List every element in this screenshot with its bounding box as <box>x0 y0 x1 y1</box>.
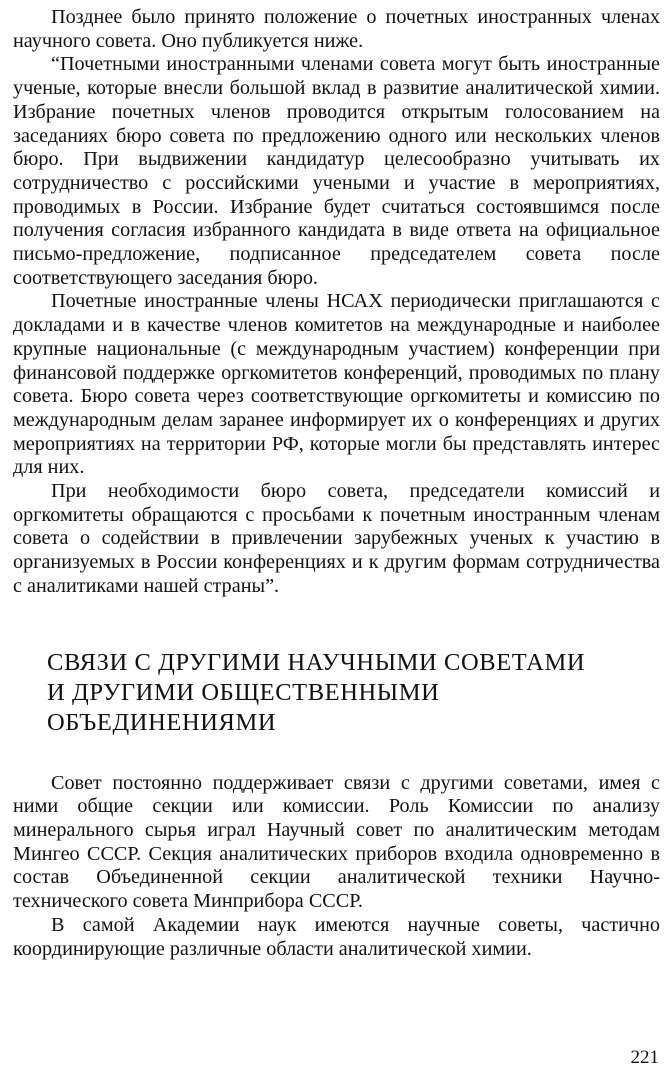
section-heading <box>13 648 660 738</box>
section-title-line-1: СВЯЗИ С ДРУГИМИ НАУЧНЫМИ СОВЕТАМИ <box>47 648 586 676</box>
paragraph-quote-3: При необходимости бюро совета, председатели комиссий и оргкомитеты обращаются с просьбами к почетным иностранным членам совета о содействии в привлечении зарубежных ученых к участию в организуемых в России конференциях и к другим формам сотрудничества с аналитиками нашей страны”. <box>13 480 660 597</box>
paragraph-council-links: Совет постоянно поддерживает связи с другими советами, имея с ними общие секции или комиссии. Роль Комиссии по анализу минерального сырья играл Научный совет по аналитическим методам Мингео СССР. Секция аналитических приборов входила одновременно в состав Объединенной секции аналитической техники Научно-технического совета Минприбора СССР. <box>13 771 660 913</box>
paragraph-intro: Позднее было принято положение о почетных иностранных членах научного совета. Оно публикуется ниже. <box>13 6 660 52</box>
paragraph-academy-councils: В самой Академии наук имеются научные советы, частично координирующие различные области аналитической химии. <box>13 913 660 960</box>
paragraph-quote-1: “Почетными иностранными членами совета могут быть иностранные ученые, которые внесли большой вклад в развитие аналитической химии. Избрание почетных членов проводится открытым голосованием на заседаниях бюро совета по предложению одного или нескольких членов бюро. При выдвижении кандидатур целесообразно учитывать их сотрудничество с российскими учеными и участие в мероприятиях, проводимых в России. Избрание будет считаться состоявшимся после получения согласия избранного кандидата в виде ответа на официальное письмо-предложение, подписанное председателем совета после соответствующего заседания бюро. <box>13 53 660 289</box>
document-page <box>13 6 660 961</box>
section-title-line-3: ОБЪЕДИНЕНИЯМИ <box>47 708 277 736</box>
page-number: 221 <box>630 1047 659 1068</box>
section-title-line-2: И ДРУГИМИ ОБЩЕСТВЕННЫМИ <box>47 678 440 706</box>
paragraph-quote-2: Почетные иностранные члены НСАХ периодически приглашаются с докладами и в качестве членов комитетов на международные и наиболее крупные национальные (с международным участием) конференции при финансовой поддержке оргкомитетов конференций, проводимых по плану совета. Бюро совета через соответствующие оргкомитеты и комиссию по международным делам заранее информирует их о конференциях и других мероприятиях на территории РФ, которые могли бы представлять интерес для них. <box>13 290 660 479</box>
